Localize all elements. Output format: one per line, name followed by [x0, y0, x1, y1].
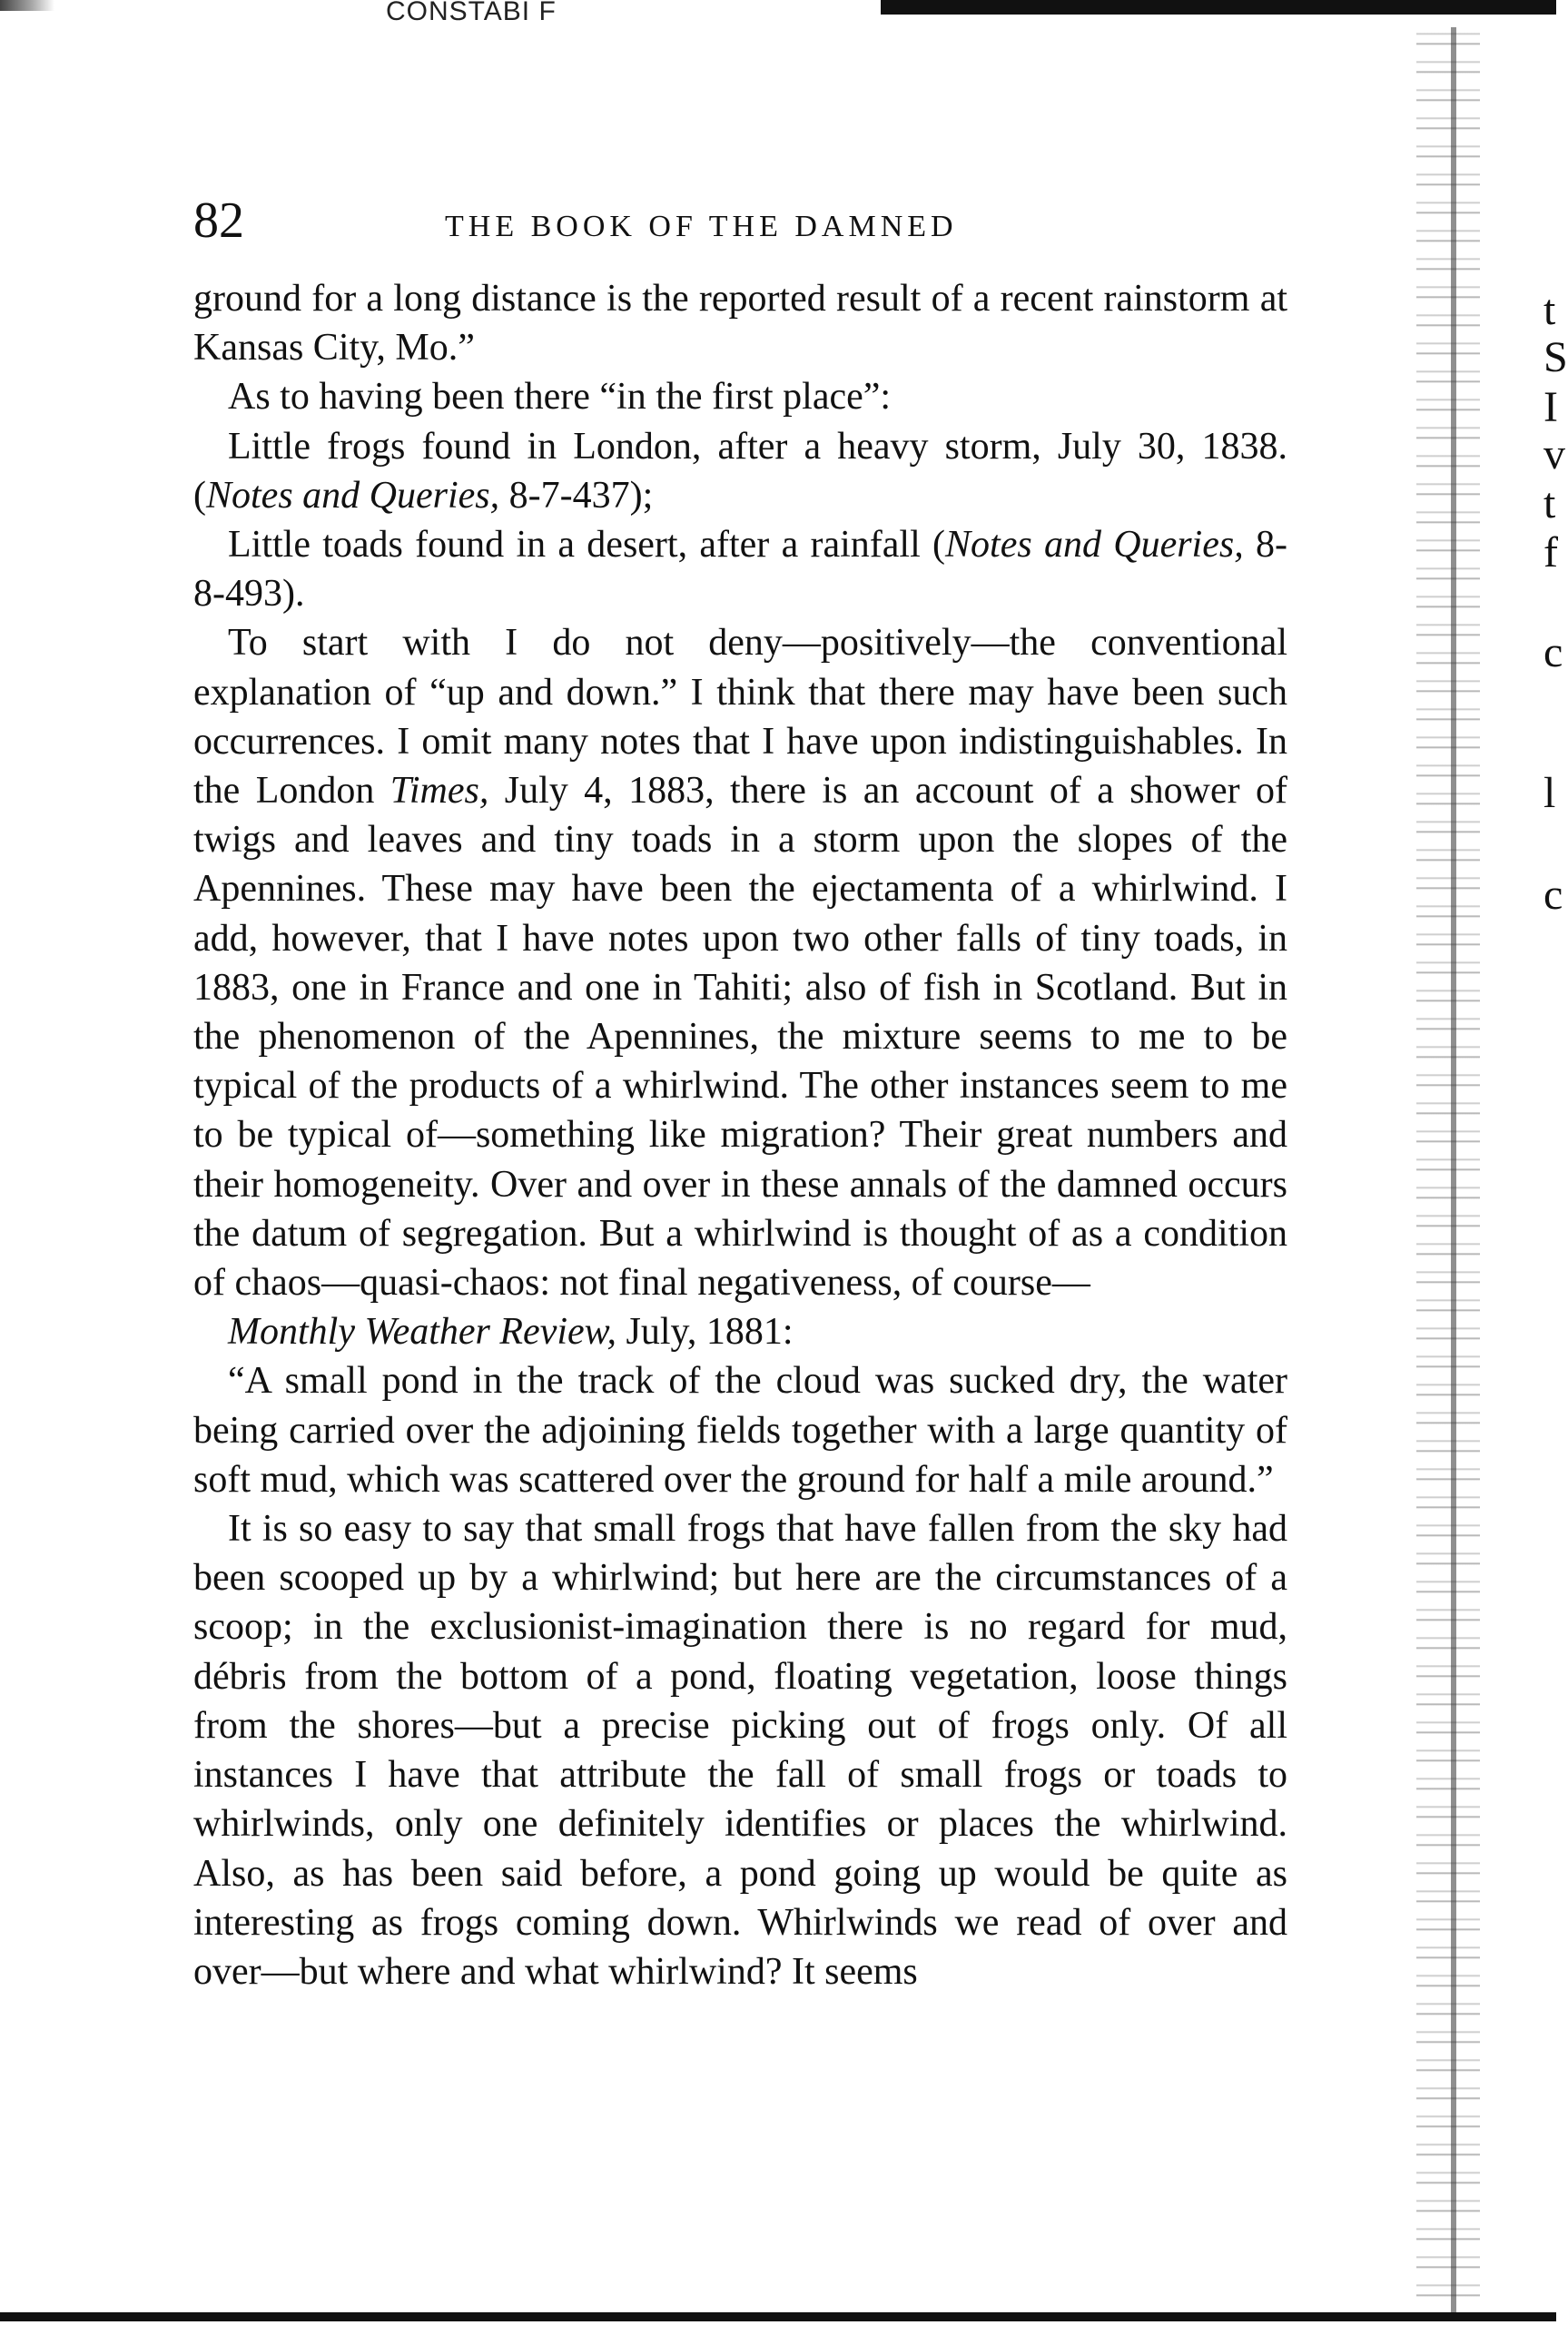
paragraph-text: It is so easy to say that small frogs that have fallen from the sky had been scooped up by a whirlwind; but here are the circumstances of a scoop; in the exclusionist-imagination there is no regard for mud, débris from the bottom of a pond, floating vegetation, loose things from the shores—but a precise picking out of frogs only. Of all instances I have that attribute the fall of small frogs or toads to whirlwinds, only one definitely identifies or places the whirlwind. Also, as has been said before, a pond going up would be quite as interesting as frogs coming down. Whirlwinds we read of over and over—but where and what whirlwind? It seems — [193, 1508, 1287, 1993]
facing-page-char: I — [1543, 383, 1558, 431]
paragraph-text: Little toads found in a desert, after a rainfall ( — [228, 524, 946, 567]
citation-title: Monthly Weather Review, — [228, 1311, 617, 1354]
facing-page-char: l — [1543, 769, 1556, 817]
facing-page-char: f — [1543, 528, 1558, 576]
paragraph-text: To start with I do not deny—positively—the conventional explanation of “up and down.” I think that there may have been such occurrences. I omit many notes that I have upon indistinguishables. In the London — [193, 622, 1287, 813]
facing-page-char: v — [1543, 430, 1565, 478]
library-stamp: CONSTABI F — [386, 0, 557, 26]
paragraph — [193, 274, 1287, 372]
citation-title: Notes and Queries, — [206, 474, 500, 517]
book-spine-shadow — [1416, 27, 1480, 2315]
paragraph — [193, 1307, 1287, 1356]
paragraph — [193, 372, 1287, 421]
paragraph-text: As to having been there “in the first place”: — [228, 376, 892, 419]
page-number: 82 — [193, 192, 244, 249]
scan-smudge — [0, 0, 54, 11]
running-title: THE BOOK OF THE DAMNED — [445, 210, 958, 243]
page-header — [193, 192, 1287, 268]
body-text — [193, 274, 1287, 1996]
paragraph-text: ground for a long distance is the reported result of a recent rainstorm at Kansas City, Mo.” — [193, 278, 1287, 369]
quotation — [193, 1356, 1287, 1504]
facing-page-char: S — [1543, 333, 1568, 381]
paragraph-text: 8-8-493). — [193, 524, 1287, 616]
paragraph — [193, 1504, 1287, 1996]
paragraph-text: 8-7-437); — [499, 474, 654, 517]
book-spine-edge — [1451, 27, 1456, 2315]
top-scan-edge — [881, 0, 1556, 15]
citation-title: Times, — [390, 770, 489, 813]
paragraph-text: “A small pond in the track of the cloud was sucked dry, the water being carried over the adjoining fields together with a large quantity of soft mud, which was scattered over the ground for half a mile around.” — [193, 1360, 1287, 1501]
paragraph-text: July, 1881: — [616, 1311, 794, 1354]
facing-page-char: t — [1543, 286, 1556, 334]
paragraph — [193, 422, 1287, 520]
facing-page-char: c — [1543, 628, 1563, 676]
paragraph-text: July 4, 1883, there is an account of a shower of twigs and leaves and tiny toads in a storm upon the slopes of the Apennines. These may have been the ejectamenta of a whirlwind. I add, however, that I have notes upon two other falls of tiny toads, in 1883, one in France and one in Tahiti; also of fish in Scotland. But in the phenomenon of the Apennines, the mixture seems to me to be typical of the products of a whirlwind. The other instances seem to me to be typical of—something like migration? Their great numbers and their homogeneity. Over and over in these annals of the damned occurs the datum of segregation. But a whirlwind is thought of as a condition of chaos—quasi-chaos: not final negativeness, of course— — [193, 770, 1287, 1305]
facing-page-char: c — [1543, 871, 1563, 919]
bottom-scan-edge — [0, 2312, 1556, 2321]
paragraph-text: Little frogs found in London, after a heavy storm, July 30, 1838. ( — [193, 425, 1287, 517]
paragraph — [193, 520, 1287, 618]
citation-title: Notes and Queries, — [945, 524, 1244, 567]
facing-page-char: t — [1543, 479, 1556, 527]
paragraph — [193, 618, 1287, 1307]
